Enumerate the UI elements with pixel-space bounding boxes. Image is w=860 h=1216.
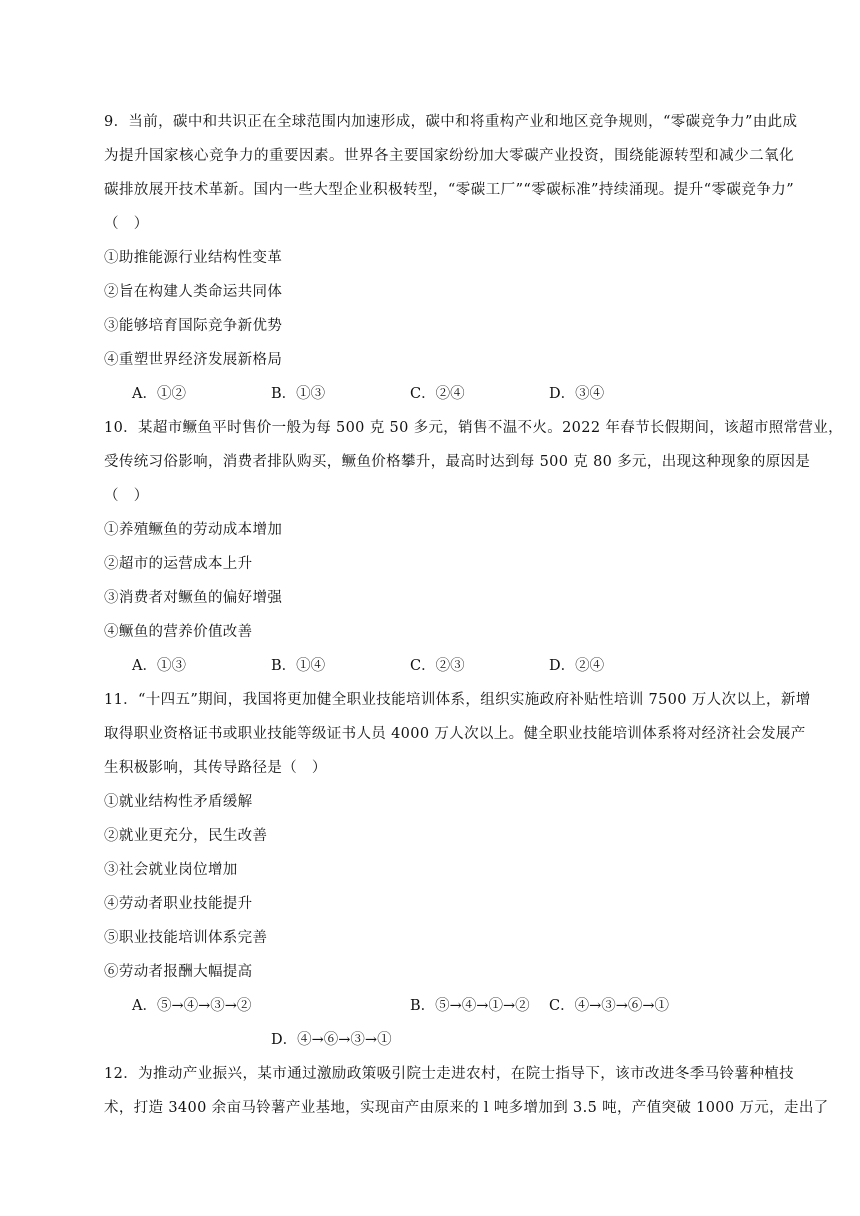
option-c[interactable]: C．④→③→⑥→① bbox=[549, 998, 670, 1014]
statement-item: ①养殖鳜鱼的劳动成本增加 bbox=[104, 522, 283, 538]
question-10-stem-line: 受传统习俗影响，消费者排队购买，鳜鱼价格攀升，最高时达到每 500 克 80 多元，出现这种现象的原因是 bbox=[104, 454, 811, 470]
statement-item: ③社会就业岗位增加 bbox=[104, 862, 238, 878]
option-d[interactable]: D．②④ bbox=[549, 658, 605, 674]
statement-item: ①就业结构性矛盾缓解 bbox=[104, 794, 253, 810]
statement-item: ⑤职业技能培训体系完善 bbox=[104, 930, 268, 946]
statement-item: ④鳜鱼的营养价值改善 bbox=[104, 624, 253, 640]
option-a[interactable]: A．①③ bbox=[132, 658, 186, 674]
question-10-stem-line: 10．某超市鳜鱼平时售价一般为每 500 克 50 多元，销售不温不火。2022 年春节长假期间，该超市照常营业， bbox=[104, 420, 843, 436]
option-a[interactable]: A．①② bbox=[132, 386, 186, 402]
option-a[interactable]: A．⑤→④→③→② bbox=[132, 998, 252, 1014]
option-b[interactable]: B．①③ bbox=[271, 386, 326, 402]
question-12-stem-line: 术，打造 3400 余亩马铃薯产业基地，实现亩产由原来的 l 吨多增加到 3.5 吨，产值突破 1000 万元，走出了 bbox=[104, 1100, 829, 1116]
statement-item: ③能够培育国际竞争新优势 bbox=[104, 318, 283, 334]
option-c[interactable]: C．②④ bbox=[410, 386, 465, 402]
statement-item: ②超市的运营成本上升 bbox=[104, 556, 253, 572]
option-c[interactable]: C．②③ bbox=[410, 658, 465, 674]
answer-bracket: （ ） bbox=[104, 488, 149, 504]
option-d[interactable]: D．④→⑥→③→① bbox=[271, 1032, 392, 1048]
question-11-stem-line: 取得职业资格证书或职业技能等级证书人员 4000 万人次以上。健全职业技能培训体系将对经济社会发展产 bbox=[104, 726, 806, 742]
option-d[interactable]: D．③④ bbox=[549, 386, 605, 402]
statement-item: ④劳动者职业技能提升 bbox=[104, 896, 253, 912]
question-9-stem-line: 9．当前，碳中和共识正在全球范围内加速形成，碳中和将重构产业和地区竞争规则，“零碳竞争力”由此成 bbox=[104, 114, 798, 130]
statement-item: ⑥劳动者报酬大幅提高 bbox=[104, 964, 253, 980]
statement-item: ④重塑世界经济发展新格局 bbox=[104, 352, 283, 368]
question-11-stem-line: 生积极影响，其传导路径是（ ） bbox=[104, 760, 327, 776]
statement-item: ②旨在构建人类命运共同体 bbox=[104, 284, 283, 300]
question-9-stem-line: 碳排放展开技术革新。国内一些大型企业积极转型，“零碳工厂”“零碳标准”持续涌现。提升“零碳竞争力” bbox=[104, 182, 794, 198]
question-11-stem-line: 11．“十四五”期间，我国将更加健全职业技能培训体系，组织实施政府补贴性培训 7500 万人次以上，新增 bbox=[104, 692, 811, 708]
statement-item: ③消费者对鳜鱼的偏好增强 bbox=[104, 590, 283, 606]
question-12-stem-line: 12．为推动产业振兴，某市通过激励政策吸引院士走进农村，在院士指导下，该市改进冬季马铃薯种植技 bbox=[104, 1066, 794, 1082]
option-b[interactable]: B．①④ bbox=[271, 658, 326, 674]
option-b[interactable]: B．⑤→④→①→② bbox=[410, 998, 530, 1014]
statement-item: ①助推能源行业结构性变革 bbox=[104, 250, 283, 266]
answer-bracket: （ ） bbox=[104, 216, 149, 232]
question-9-stem-line: 为提升国家核心竞争力的重要因素。世界各主要国家纷纷加大零碳产业投资，围绕能源转型和减少二氧化 bbox=[104, 148, 794, 164]
statement-item: ②就业更充分，民生改善 bbox=[104, 828, 268, 844]
